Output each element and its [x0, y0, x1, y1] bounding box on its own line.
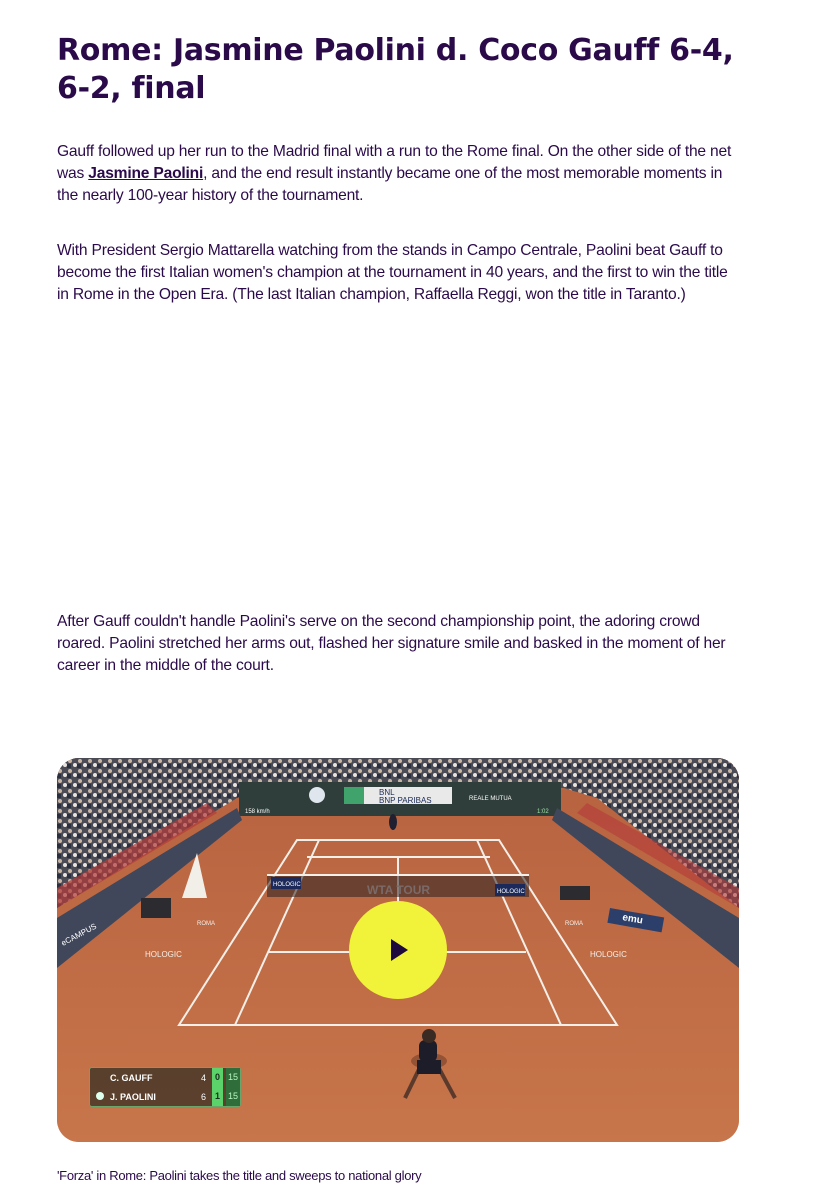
wall-ecampus: eCAMPUS — [59, 921, 99, 948]
player-points: 15 — [226, 1068, 240, 1087]
net-sponsor-left: HOLOGIC — [273, 882, 301, 888]
court-text-left: HOLOGIC — [145, 950, 182, 959]
banner-reale: REALE MUTUA — [469, 796, 512, 802]
player-sets: 4 — [201, 1073, 207, 1083]
scoreboard-row-gauff — [90, 1068, 240, 1087]
scoreboard — [89, 1067, 241, 1107]
banner-text-2: BNP PARIBAS — [379, 796, 432, 805]
court-roma-left: ROMA — [197, 921, 215, 927]
article-paragraph-3: After Gauff couldn't handle Paolini's serve on the second championship point, the adoring crowd roared. Paolini stretched her arms out, flashed her signature smile and basked in the moment of her career in the middle of the court. — [57, 613, 726, 674]
court-roma-right: ROMA — [565, 921, 583, 927]
paragraph-text: , and the end result instantly became one of the most memorable moments in the nearly 100-year history of the tournament. — [57, 165, 723, 204]
article-paragraph-1 — [57, 141, 743, 207]
ad-placeholder — [57, 345, 739, 585]
player-name: J. PAOLINI — [110, 1092, 156, 1102]
paragraph-text: Gauff followed up her run to the Madrid final with a run to the Rome final. On the other side of the net was — [57, 143, 732, 182]
player-games: 1 — [212, 1087, 223, 1106]
clock-readout: 1:02 — [537, 809, 549, 815]
article-paragraph-2: With President Sergio Mattarella watching from the stands in Campo Centrale, Paolini beat Gauff to become the first Italian women's champion at the tournament in 40 years, and the first to win the title in Rome in the Open Era. (The last Italian champion, Raffaella Reggi, won the title in Taranto.) — [57, 242, 728, 303]
player-games: 0 — [212, 1068, 223, 1087]
play-icon — [391, 939, 408, 961]
player-points: 15 — [226, 1087, 240, 1106]
player-name: C. GAUFF — [110, 1073, 153, 1083]
sign-emu: emu — [621, 912, 644, 927]
court-text-right: HOLOGIC — [590, 950, 627, 959]
player-sets: 6 — [201, 1092, 207, 1102]
net-sponsor-right: HOLOGIC — [497, 889, 525, 895]
speed-readout: 158 km/h — [245, 809, 270, 815]
video-player[interactable] — [57, 758, 739, 1142]
net-wta-text: WTA TOUR — [367, 883, 431, 897]
article-headline: Rome: Jasmine Paolini d. Coco Gauff 6-4, 6-2, final — [57, 33, 734, 106]
player-link-paolini[interactable]: Jasmine Paolini — [88, 165, 204, 182]
video-caption: 'Forza' in Rome: Paolini takes the title and sweeps to national glory — [57, 1168, 422, 1183]
play-button[interactable] — [349, 901, 447, 999]
banner-text-1: BNL — [379, 788, 395, 797]
serve-indicator-icon — [96, 1092, 104, 1100]
scoreboard-row-paolini — [90, 1087, 240, 1106]
